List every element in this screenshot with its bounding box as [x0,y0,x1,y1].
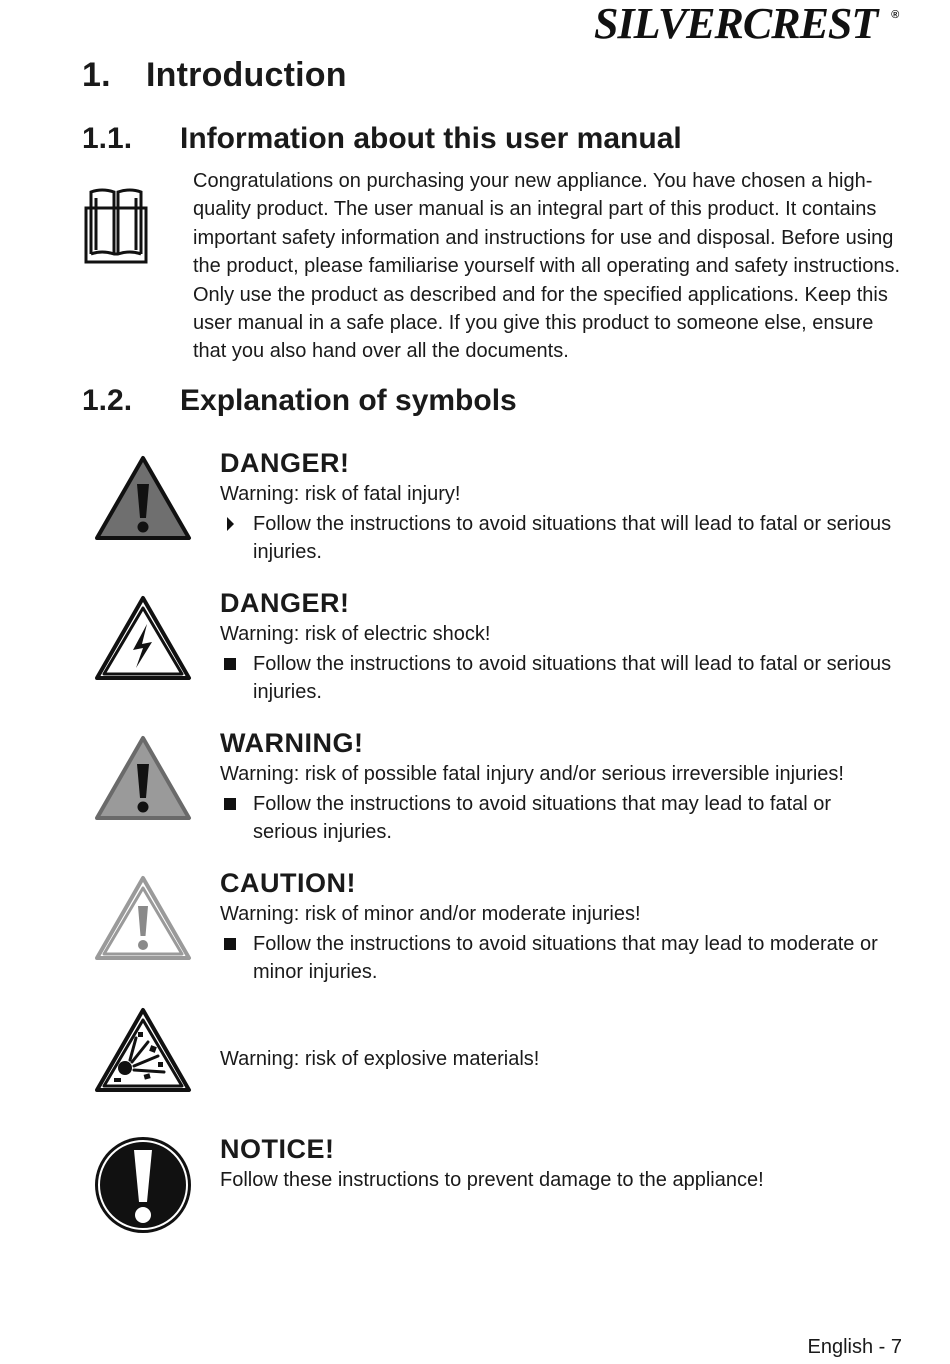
square-bullet-icon [222,930,242,958]
brand-name: SILVERCREST [594,0,878,48]
symbol-caution [220,868,900,987]
symbol-warning [220,728,900,847]
section-2-title: Explanation of symbols [180,384,517,417]
symbol-explosive [220,1045,900,1073]
symbol-instruction-text: Follow the instructions to avoid situations that may lead to fatal or serious injuries. [253,793,832,844]
section-1-number: 1.1. [82,122,133,155]
symbol-danger-electric [220,588,900,707]
heading-number: 1. [82,56,111,94]
symbol-title: DANGER! [220,448,350,478]
symbol-subtitle: Warning: risk of possible fatal injury and/or serious irreversible injuries! [220,763,844,785]
symbol-subtitle: Warning: risk of fatal injury! [220,483,461,505]
symbol-subtitle: Warning: risk of explosive materials! [220,1048,540,1070]
arrow-bullet-icon [222,510,242,538]
warning-triangle-icon [92,732,194,824]
symbol-subtitle: Warning: risk of electric shock! [220,623,491,645]
notice-circle-icon [92,1134,194,1236]
symbol-title: WARNING! [220,728,364,758]
symbol-instruction-text: Follow the instructions to avoid situations that may lead to moderate or minor injuries. [253,933,878,984]
symbol-subtitle: Follow these instructions to prevent damage to the appliance! [220,1169,764,1191]
symbol-instruction-text: Follow the instructions to avoid situations that will lead to fatal or serious injuries. [253,513,892,564]
section-1-heading [82,122,682,156]
section-2-number: 1.2. [82,384,133,417]
square-bullet-icon [222,790,242,818]
section-1-title: Information about this user manual [180,122,682,155]
square-bullet-icon [222,650,242,678]
symbol-notice [220,1134,900,1194]
caution-triangle-icon [92,872,194,964]
intro-paragraph: Congratulations on purchasing your new appliance. You have chosen a high-quality product. The user manual is an integral part of this product. It contains important safety information and instructions for use and disposal. Before using the product, please familiarise yourself with all operating and safety instructions. Only use the product as described and for the specified applications. Keep this user manual in a safe place. If you give this product to someone else, ensure that you also hand over all the documents. [193,170,901,363]
symbol-title: NOTICE! [220,1134,335,1164]
silvercrest-logo-icon [594,0,904,48]
symbol-instruction [220,930,900,987]
symbol-danger-fatal [220,448,900,567]
danger-warning-triangle-icon [92,452,194,544]
heading-title: Introduction [146,56,347,94]
brand-logo [594,0,904,48]
book-icon [84,186,148,264]
page-footer: English - 7 [807,1336,902,1358]
symbol-subtitle: Warning: risk of minor and/or moderate injuries! [220,903,641,925]
section-2-heading [82,384,517,418]
electric-shock-triangle-icon [92,592,194,684]
symbol-instruction [220,650,900,707]
symbol-instruction [220,790,900,847]
explosive-triangle-icon [92,1004,194,1096]
page-title [82,56,347,95]
brand-reg: ® [891,9,900,21]
symbol-instruction-text: Follow the instructions to avoid situations that will lead to fatal or serious injuries. [253,653,892,704]
symbol-title: DANGER! [220,588,350,618]
symbol-instruction [220,510,900,567]
symbol-title: CAUTION! [220,868,356,898]
